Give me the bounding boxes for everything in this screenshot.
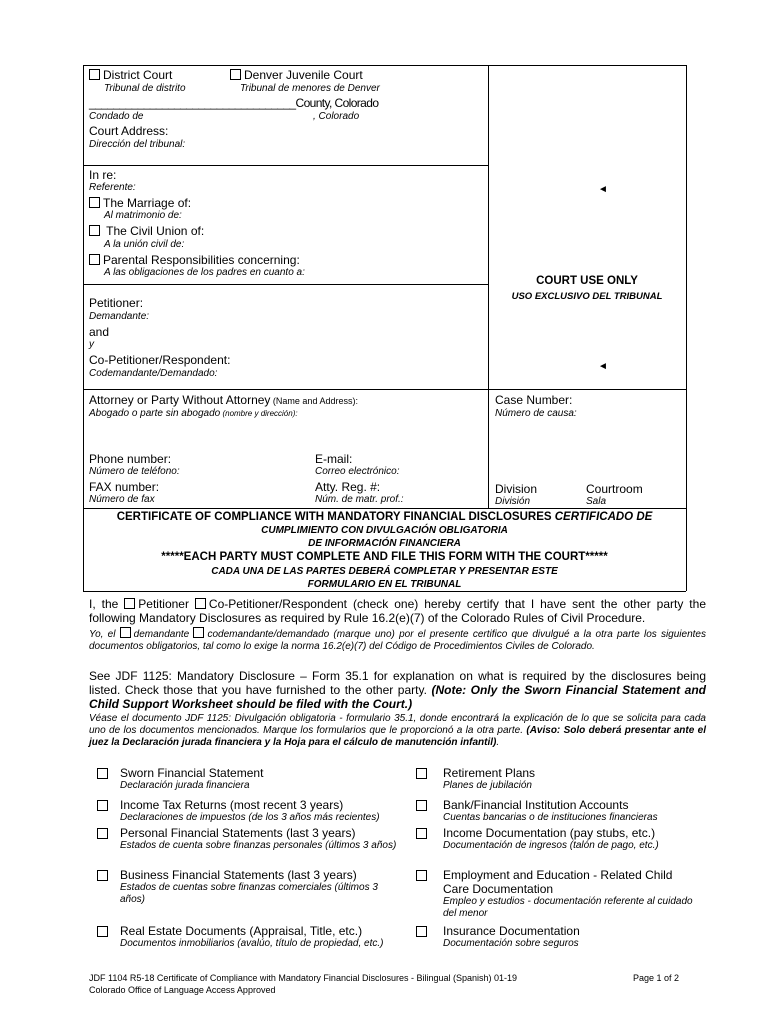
parties-section-divider [83, 284, 488, 285]
attorney-label [89, 393, 358, 408]
district-court-checkbox[interactable] [89, 69, 100, 80]
business-financial-label-es: Estados de cuentas sobre finanzas comerciales (últimos 3 años) [120, 882, 378, 905]
real-estate-label: Real Estate Documents (Appraisal, Title, etc.) [120, 924, 363, 938]
denver-juvenile-label-es: Tribunal de menores de Denver [240, 83, 380, 94]
disclosure-instructions [89, 669, 706, 711]
form-title-es-line3: DE INFORMACIÓN FINANCIERA [308, 538, 461, 549]
checklist-item-child-care[interactable] [416, 868, 706, 920]
parental-option[interactable] [89, 253, 300, 267]
each-party-notice-es-line2: FORMULARIO EN EL TRIBUNAL [307, 579, 462, 590]
and-label: and [89, 325, 110, 339]
sworn-financial-label-es: Declaración jurada financiera [120, 780, 250, 791]
attorney-section-divider [83, 389, 686, 390]
demandante-checkbox[interactable] [120, 627, 131, 638]
personal-financial-label-es: Estados de cuenta sobre finanzas personales (últimos 3 años) [120, 840, 397, 851]
form-title [83, 511, 686, 524]
certification-paragraph-es [89, 627, 706, 653]
bank-accounts-checkbox[interactable] [416, 800, 427, 811]
courtroom-label-es: Sala [586, 496, 607, 507]
courtroom-label: Courtroom [586, 482, 643, 496]
personal-financial-label: Personal Financial Statements (last 3 years) [120, 826, 356, 840]
checklist-item-sworn-financial[interactable] [97, 766, 407, 792]
personal-financial-checkbox[interactable] [97, 828, 108, 839]
income-tax-checkbox[interactable] [97, 800, 108, 811]
business-financial-label: Business Financial Statements (last 3 years) [120, 868, 357, 882]
cert-es-rest: codemandante/demandado (marque uno) por el presente certifico que divulgué a la otra parte los siguientes documentos obligatorios, tal como lo exige la norma 16.2(e)(7) del Código de Procedimientos Civiles de Colorado. [89, 629, 706, 652]
attorney-label-es-text: Abogado o parte sin abogado [89, 408, 221, 419]
income-documentation-checkbox[interactable] [416, 828, 427, 839]
form-title-en: CERTIFICATE OF COMPLIANCE WITH MANDATORY FINANCIAL DISCLOSURES [116, 511, 555, 523]
court-use-label: COURT USE ONLY [536, 275, 638, 287]
retirement-label: Retirement Plans [443, 766, 536, 780]
footer-form-id: JDF 1104 R5-18 Certificate of Compliance with Mandatory Financial Disclosures - Bilingual (Spanish) 01-19 [89, 973, 518, 983]
court-use-label-es: USO EXCLUSIVO DEL TRIBUNAL [511, 291, 663, 302]
court-section-divider-left [83, 165, 333, 166]
court-section-divider [333, 165, 488, 166]
court-address-label: Court Address: [89, 124, 169, 138]
attorney-label-small: (Name and Address): [270, 396, 358, 406]
instructions-note: (Note: Only the Sworn Financial Statement and Child Support Worksheet should be filed with the Court.) [89, 683, 706, 711]
parental-label: Parental Responsibilities concerning: [103, 253, 300, 267]
insurance-checkbox[interactable] [416, 926, 427, 937]
marriage-label-es: Al matrimonio de: [104, 210, 182, 221]
division-label-es: División [495, 496, 531, 507]
petitioner-checkbox[interactable] [124, 598, 135, 609]
cert-es-start: Yo, el [89, 629, 120, 640]
and-label-es: y [89, 339, 94, 350]
atty-reg-label-es: Núm. de matr. prof.: [315, 494, 404, 505]
atty-reg-label: Atty. Reg. #: [315, 480, 381, 494]
checklist-item-real-estate[interactable] [97, 924, 407, 950]
case-number-label: Case Number: [495, 393, 573, 407]
attorney-label-es [89, 408, 298, 420]
petitioner-label-es: Demandante: [89, 311, 150, 322]
sworn-financial-label: Sworn Financial Statement [120, 766, 264, 780]
attorney-label-text: Attorney or Party Without Attorney [89, 393, 271, 407]
disclosure-instructions-es [89, 713, 706, 749]
cert-text-rest: Co-Petitioner/Respondent (check one) hereby certify that I have sent the other party the following Mandatory Disclosures as required by Rule 16.2(e)(7) of the Colorado Rules of Civil Procedure. [89, 597, 706, 625]
cert-petitioner: Petitioner [138, 597, 195, 611]
arrow-left-icon: ◄ [598, 361, 608, 372]
arrow-left-icon: ◄ [598, 184, 608, 195]
instructions-text: See JDF 1125: Mandatory Disclosure – Form 35.1 for explanation on what is required by the disclosures being listed. Check those that you have furnished to the other party. [89, 669, 706, 697]
fax-label-es: Número de fax [89, 494, 155, 505]
copetitioner-label: Co-Petitioner/Respondent: [89, 353, 231, 367]
bank-accounts-label-es: Cuentas bancarias o de instituciones financieras [443, 812, 658, 823]
retirement-label-es: Planes de jubilación [443, 780, 532, 791]
real-estate-checkbox[interactable] [97, 926, 108, 937]
district-court-label-es: Tribunal de distrito [104, 83, 186, 94]
child-care-label-es: Empleo y estudios - documentación referente al cuidado del menor [443, 896, 693, 919]
copetitioner-checkbox[interactable] [195, 598, 206, 609]
certification-paragraph [89, 597, 706, 625]
email-label: E-mail: [315, 452, 353, 466]
form-title-es-line2: CUMPLIMIENTO CON DIVULGACIÓN OBLIGATORIA [261, 525, 508, 536]
checklist-item-bank-accounts[interactable] [416, 798, 706, 824]
instructions-es-text: Véase el documento JDF 1125: Divulgación obligatoria - formulario 35.1, donde encontrará la explicación de lo que se solicita para cada uno de los documentos mencionados. Marque los formularios que le proporcionó a la otra parte. [89, 713, 706, 736]
insurance-label: Insurance Documentation [443, 924, 580, 938]
copetitioner-label-es: Codemandante/Demandado: [89, 368, 218, 379]
denver-juvenile-checkbox[interactable] [230, 69, 241, 80]
marriage-checkbox[interactable] [89, 197, 100, 208]
codemandante-checkbox[interactable] [193, 627, 204, 638]
parental-label-es: A las obligaciones de los padres en cuanto a: [104, 267, 305, 278]
county-line[interactable]: __________________________________County, Colorado [89, 96, 379, 110]
civil-union-option[interactable] [89, 224, 204, 238]
instructions-es-note: (Aviso: Solo deberá presentar ante el juez la Declaración jurada financiera y la Hoja para el cálculo de manutención infantil) [89, 725, 707, 748]
county-label-es: Condado de [89, 111, 144, 122]
cert-es-demandante: demandante [133, 629, 194, 640]
checklist-item-personal-financial[interactable] [97, 826, 407, 852]
footer-approval: Colorado Office of Language Access Approved [89, 985, 276, 995]
form-right-border [686, 65, 687, 591]
case-number-label-es: Número de causa: [495, 408, 577, 419]
checklist-item-insurance[interactable] [416, 924, 706, 950]
marriage-option[interactable] [89, 196, 191, 210]
attorney-label-es-small: (nombre y dirección): [220, 409, 298, 418]
in-re-label-es: Referente: [89, 182, 136, 193]
civil-union-label-es: A la unión civil de: [104, 239, 185, 250]
division-label: Division [495, 482, 538, 496]
phone-label: Phone number: [89, 452, 172, 466]
sworn-financial-checkbox[interactable] [97, 768, 108, 779]
retirement-checkbox[interactable] [416, 768, 427, 779]
income-documentation-label: Income Documentation (pay stubs, etc.) [443, 826, 656, 840]
in-re-label: In re: [89, 168, 117, 182]
cert-text-start: I, the [89, 597, 125, 611]
denver-juvenile-label: Denver Juvenile Court [244, 68, 363, 82]
checklist-item-retirement[interactable] [416, 766, 706, 792]
income-documentation-label-es: Documentación de ingresos (talón de pago, etc.) [443, 840, 659, 851]
email-label-es: Correo electrónico: [315, 466, 400, 477]
checklist-item-income-tax[interactable] [97, 798, 427, 824]
real-estate-label-es: Documentos inmobiliarios (avalúo, título de propiedad, etc.) [120, 938, 384, 949]
fax-label: FAX number: [89, 480, 160, 494]
title-section-divider [83, 508, 686, 509]
income-tax-label-es: Declaraciones de impuestos (de los 3 años más recientes) [120, 812, 380, 823]
denver-juvenile-option[interactable] [230, 68, 363, 82]
bank-accounts-label: Bank/Financial Institution Accounts [443, 798, 629, 812]
income-tax-label: Income Tax Returns (most recent 3 years) [120, 798, 344, 812]
footer-page-number: Page 1 of 2 [633, 973, 680, 983]
petitioner-label: Petitioner: [89, 296, 144, 310]
child-care-checkbox[interactable] [416, 870, 427, 881]
civil-union-checkbox[interactable] [89, 225, 100, 236]
each-party-notice-es: CADA UNA DE LAS PARTES DEBERÁ COMPLETAR Y PRESENTAR ESTE [211, 566, 558, 577]
marriage-label: The Marriage of: [103, 196, 192, 210]
form-top-border [83, 65, 686, 66]
parental-checkbox[interactable] [89, 254, 100, 265]
county-colorado-es: , Colorado [313, 111, 360, 122]
phone-label-es: Número de teléfono: [89, 466, 180, 477]
instructions-es-end: . [496, 737, 500, 748]
checklist-item-business-financial[interactable] [97, 868, 407, 906]
court-address-label-es: Dirección del tribunal: [89, 139, 186, 150]
checklist-item-income-documentation[interactable] [416, 826, 706, 852]
business-financial-checkbox[interactable] [97, 870, 108, 881]
insurance-label-es: Documentación sobre seguros [443, 938, 579, 949]
form-title-es-start: CERTIFICADO DE [554, 511, 653, 523]
civil-union-label: The Civil Union of: [103, 224, 205, 238]
form-bottom-border [83, 591, 686, 592]
district-court-label: District Court [103, 68, 173, 82]
district-court-option[interactable] [89, 68, 172, 82]
each-party-notice: *****EACH PARTY MUST COMPLETE AND FILE THIS FORM WITH THE COURT***** [161, 551, 608, 563]
child-care-label: Employment and Education - Related Child Care Documentation [443, 868, 673, 896]
